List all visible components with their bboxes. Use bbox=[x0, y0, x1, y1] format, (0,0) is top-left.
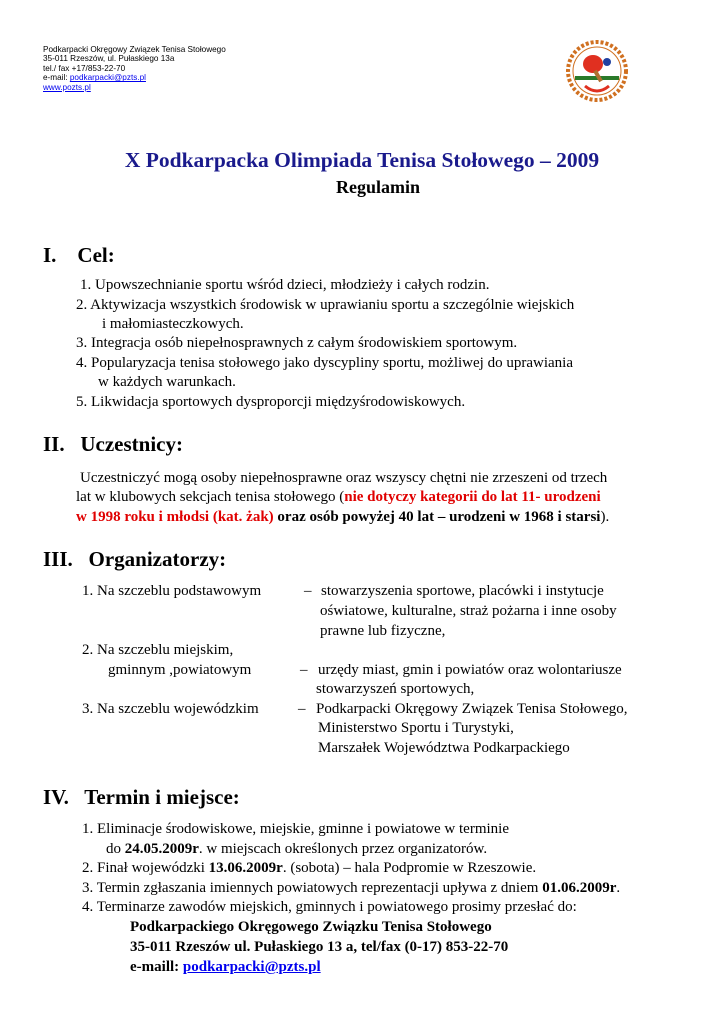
schedule-text: . (sobota) – hala Podpromie w Rzeszowie. bbox=[282, 860, 537, 876]
schedule-text: . w miejscach określonych przez organizatorów. bbox=[198, 841, 488, 857]
email-link[interactable]: podkarpacki@pzts.pl bbox=[69, 73, 146, 83]
contact-email-label: e-maill: bbox=[130, 959, 183, 975]
schedule-item-2 bbox=[82, 859, 536, 879]
org-level-1-dash: – bbox=[304, 583, 312, 599]
org-level-1-b: oświatowe, kulturalne, straż pożarna i inne osoby bbox=[320, 603, 617, 619]
section-3-heading: III. Organizatorzy: bbox=[43, 547, 227, 571]
contact-email-line bbox=[130, 958, 321, 978]
goal-item-4: 4. Popularyzacja tenisa stołowego jako dyscypliny sportu, możliwej do uprawiania bbox=[76, 355, 573, 371]
page-title: X Podkarpacka Olimpiada Tenisa Stołowego – 2009 bbox=[124, 148, 600, 172]
page-subtitle: Regulamin bbox=[335, 177, 420, 197]
participants-line-1: Uczestniczyć mogą osoby niepełnosprawne oraz wszyscy chętni nie zrzeszeni od trzech bbox=[80, 470, 608, 486]
org-level-2-dash: – bbox=[300, 662, 308, 678]
participants-line-3 bbox=[76, 508, 609, 528]
org-address: 35-011 Rzeszów, ul. Pułaskiego 13a bbox=[43, 54, 175, 64]
participants-over-40: oraz osób powyżej 40 lat – urodzeni w 1968 i starsi bbox=[273, 509, 601, 525]
org-email-line bbox=[43, 73, 226, 82]
email-label: e-mail: bbox=[43, 73, 70, 83]
org-level-3-a: Podkarpacki Okręgowy Związek Tenisa Stołowego, bbox=[316, 701, 628, 717]
org-level-3-label: 3. Na szczeblu wojewódzkim bbox=[82, 701, 259, 717]
schedule-text: 2. Finał wojewódzki bbox=[82, 860, 209, 876]
schedule-item-1-cont bbox=[106, 840, 487, 860]
org-level-2-a: urzędy miast, gmin i powiatów oraz wolontariusze bbox=[318, 662, 622, 678]
goal-item-1: 1. Upowszechnianie sportu wśród dzieci, młodzieży i całych rodzin. bbox=[80, 277, 490, 293]
org-level-1-label: 1. Na szczeblu podstawowym bbox=[82, 583, 262, 599]
schedule-text: . bbox=[616, 880, 621, 896]
goal-item-4-cont: w każdych warunkach. bbox=[98, 374, 236, 390]
date-final: 13.06.2009r bbox=[208, 860, 283, 876]
association-logo-icon bbox=[563, 40, 631, 102]
participants-exception: nie dotyczy kategorii do lat 11- urodzeni bbox=[344, 489, 601, 505]
date-eliminations: 24.05.2009r bbox=[124, 841, 199, 857]
goal-item-2-cont: i małomiasteczkowych. bbox=[102, 316, 244, 332]
org-name: Podkarpacki Okręgowy Związek Tenisa Stołowego bbox=[43, 45, 226, 54]
participants-line-2 bbox=[76, 488, 601, 508]
org-level-3-c: Marszałek Województwa Podkarpackiego bbox=[318, 740, 570, 756]
website-link[interactable]: www.pozts.pl bbox=[43, 82, 91, 92]
contact-org: Podkarpackiego Okręgowego Związku Tenisa Stołowego bbox=[130, 919, 492, 935]
schedule-item-4: 4. Terminarze zawodów miejskich, gminnych i powiatowego prosimy przesłać do: bbox=[82, 899, 577, 915]
goal-item-3: 3. Integracja osób niepełnosprawnych z całym środowiskiem sportowym. bbox=[76, 335, 518, 351]
org-level-3-b: Ministerstwo Sportu i Turystyki, bbox=[318, 720, 514, 736]
section-4-heading: IV. Termin i miejsce: bbox=[43, 785, 240, 809]
participants-text: lat w klubowych sekcjach tenisa stołowego ( bbox=[76, 489, 345, 505]
contact-email-link[interactable]: podkarpacki@pzts.pl bbox=[182, 959, 321, 975]
org-level-1-c: prawne lub fizyczne, bbox=[320, 623, 446, 639]
section-1-heading: I. Cel: bbox=[43, 243, 115, 267]
schedule-text: 3. Termin zgłaszania imiennych powiatowych reprezentacji upływa z dniem bbox=[82, 880, 543, 896]
org-level-2-label-a: 2. Na szczeblu miejskim, bbox=[82, 642, 234, 658]
contact-address: 35-011 Rzeszów ul. Pułaskiego 13 a, tel/fax (0-17) 853-22-70 bbox=[130, 939, 509, 955]
org-level-2-label-b: gminnym ,powiatowym bbox=[108, 662, 252, 678]
org-level-2-b: stowarzyszeń sportowych, bbox=[316, 681, 475, 697]
schedule-text: do bbox=[106, 841, 125, 857]
participants-exception-cont: w 1998 roku i młodsi (kat. żak) bbox=[76, 509, 274, 525]
goal-item-2: 2. Aktywizacja wszystkich środowisk w uprawianiu sportu a szczególnie wiejskich bbox=[76, 297, 575, 313]
letterhead bbox=[43, 45, 226, 92]
date-deadline: 01.06.2009r bbox=[542, 880, 617, 896]
section-2-heading: II. Uczestnicy: bbox=[43, 432, 183, 456]
goal-item-5: 5. Likwidacja sportowych dysproporcji międzyśrodowiskowych. bbox=[76, 394, 466, 410]
participants-end: ). bbox=[600, 509, 610, 525]
schedule-item-1: 1. Eliminacje środowiskowe, miejskie, gminne i powiatowe w terminie bbox=[82, 821, 509, 837]
org-level-1-a: stowarzyszenia sportowe, placówki i instytucje bbox=[321, 583, 604, 599]
org-level-3-dash: – bbox=[298, 701, 306, 717]
org-phone: tel./ fax +17/853-22-70 bbox=[43, 63, 126, 73]
schedule-item-3 bbox=[82, 879, 620, 899]
